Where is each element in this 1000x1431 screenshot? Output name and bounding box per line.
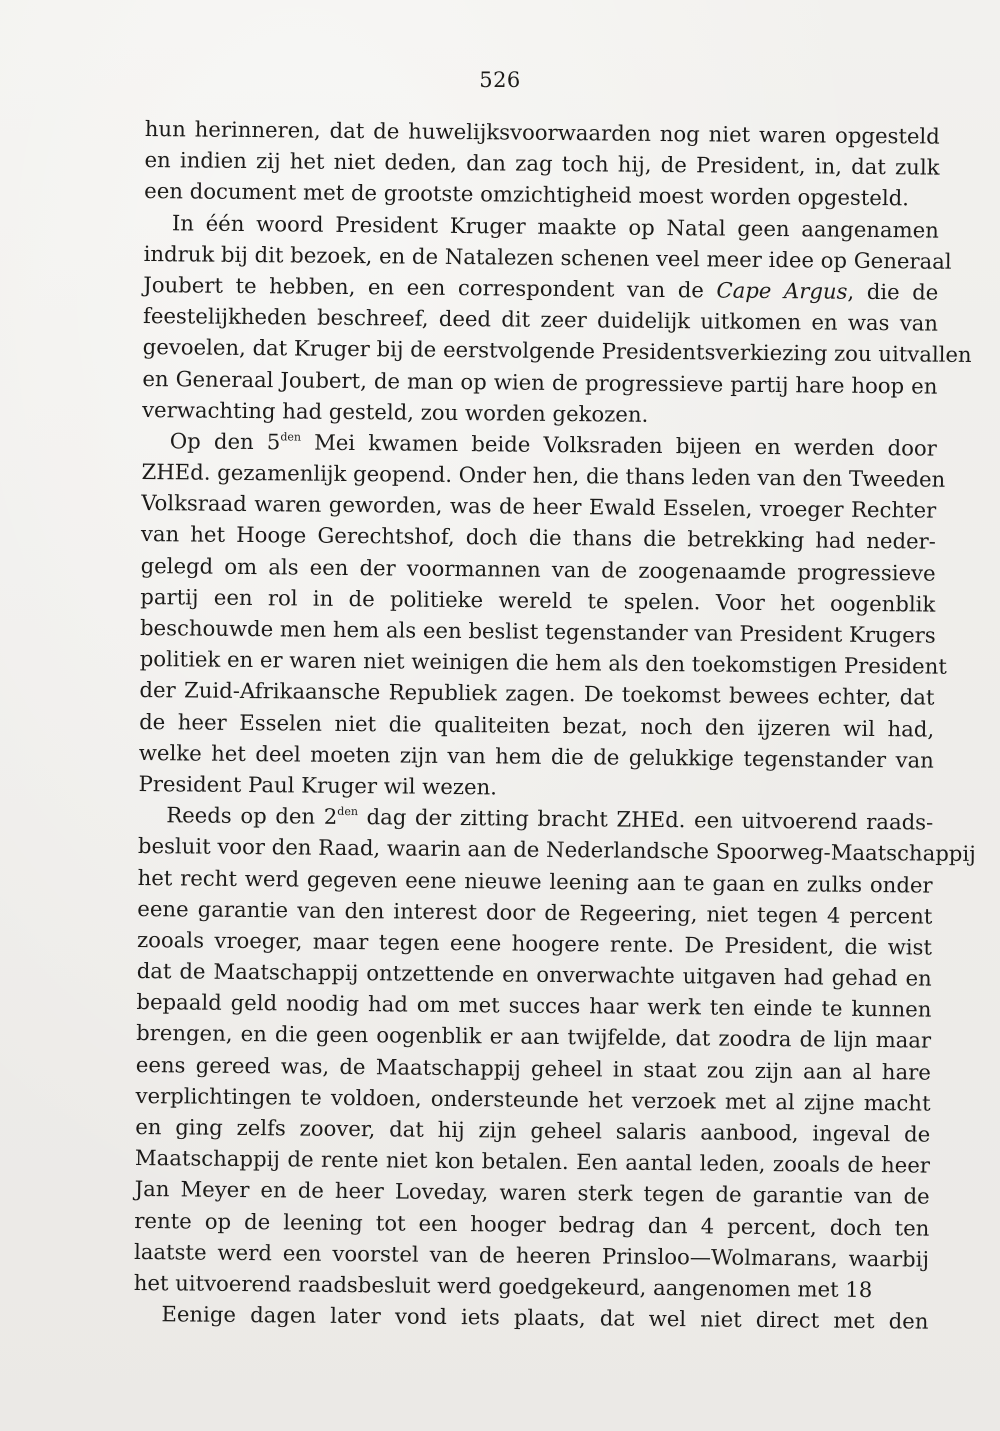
text-line: verplichtingen te voldoen, ondersteunde het verzoek met al zijne macht [135, 1082, 931, 1116]
text-line: ZHEd. gezamenlijk geopend. Onder hen, die thans leden van den Tweeden [141, 459, 946, 492]
page-number: 526 [479, 68, 521, 92]
text-line: een document met de grootste omzichtigheid moest worden opgesteld. [144, 178, 910, 211]
text-line: de heer Esselen niet die qualiteiten bezat, noch den ijzeren wil had, [139, 708, 935, 742]
text-line: en ging zelfs zoover, dat hij zijn geheel salaris aanbood, ingeval de [135, 1113, 931, 1147]
text-line: eene garantie van den interest door de Regeering, niet tegen 4 percent [137, 895, 933, 929]
text-line: indruk bij dit bezoek, en de Natalezen schenen veel meer idee op Generaal [143, 240, 952, 274]
text-fragment: , die de [847, 278, 939, 305]
text-line: besluit voor den Raad, waarin aan de Nederlandsche Spoorweg-Maatschappij [137, 833, 976, 867]
text-line: beschouwde men hem als een beslist tegenstander van President Krugers [139, 614, 936, 648]
text-line: Jan Meyer en de heer Loveday, waren sterk tegen de garantie van de [134, 1176, 930, 1209]
text-line: der Zuid-Afrikaansche Republiek zagen. De toekomst bewees echter, dat [139, 677, 935, 710]
text-line: eens gereed was, de Maatschappij geheel in staat zou zijn aan al hare [135, 1051, 931, 1085]
superscript: den [337, 805, 359, 819]
text-line: laatste werd een voorstel van de heeren Prinsloo—Wolmarans, waarbij [133, 1238, 930, 1272]
text-line: feestelijkheden beschreef, deed dit zeer duidelijk uitkomen en was van [142, 303, 939, 336]
paragraph-3 [138, 425, 947, 807]
text-line: welke het deel moeten zijn van hem die de gelukkige tegenstander van [138, 739, 934, 773]
text-fragment: Mei kwamen beide Volksraden bijeen en werden door [300, 429, 937, 461]
text-line: verwachting had gesteld, zou worden gekozen. [142, 396, 649, 427]
text-line: politiek en er waren niet weinigen die hem als den toekomstigen President [139, 646, 947, 679]
superscript: den [280, 430, 302, 444]
text-line: van het Hooge Gerechtshof, doch die thans die betrekking had neder- [140, 521, 937, 555]
paragraph-1 [144, 113, 940, 214]
text-line: bepaald geld noodig had om met succes haar werk ten einde te kunnen [136, 989, 932, 1022]
paragraph-2 [142, 207, 972, 433]
text-line: zooals vroeger, maar tegen eene hoogere rente. De President, die wist [136, 926, 933, 960]
text-line: Maatschappij de rente niet kon betalen. Een aantal leden, zooals de heer [134, 1145, 931, 1178]
body-text [133, 113, 976, 1337]
text-line: en indien zij het niet deden, dan zag toch hij, de President, in, dat zulk [144, 147, 940, 180]
text-line: In één woord President Kruger maakte op Natal geen aangenamen [171, 209, 940, 243]
text-line: partij een rol in de politieke wereld te spelen. Voor het oogenblik [140, 583, 936, 617]
text-fragment: Joubert te hebben, en een correspondent van de [143, 271, 705, 303]
text-fragment: Reeds op den 2 [166, 802, 338, 830]
text-line: hun herinneren, dat de huwelijksvoorwaarden nog niet waren opgesteld [144, 115, 940, 149]
text-line: en Generaal Joubert, de man op wien de progressieve partij hare hoop en [142, 365, 938, 399]
text-fragment: dag der zitting bracht ZHEd. een uitvoerend raads- [357, 804, 934, 835]
text-line: Eenige dagen later vond iets plaats, dat wel niet direct met den [161, 1301, 929, 1334]
paragraph-5 [133, 1298, 928, 1337]
text-line: gelegd om als een der voormannen van de zoogenaamde progressieve [140, 552, 936, 586]
paragraph-4 [133, 799, 976, 1306]
text-line: dat de Maatschappij ontzettende en onverwachte uitgaven had gehad en [136, 958, 932, 991]
text-line: het recht werd gegeven eene nieuwe leening aan te gaan en zulks onder [137, 864, 933, 898]
text-line: Volksraad waren geworden, was de heer Ewald Esselen, vroeger Rechter [141, 490, 937, 523]
text-line: brengen, en die geen oogenblik er aan twijfelde, dat zoodra de lijn maar [136, 1020, 932, 1054]
italic-title: Cape Argus [716, 277, 848, 304]
text-fragment: Op den 5 [169, 428, 281, 455]
text-line: gevoelen, dat Kruger bij de eerstvolgende Presidentsverkiezing zou uitvallen [142, 334, 972, 368]
text-line: het uitvoerend raadsbesluit werd goedgekeurd, aangenomen met 18 [133, 1269, 873, 1302]
text-line: rente op de leening tot een hooger bedrag dan 4 percent, doch ten [134, 1207, 930, 1241]
text-line: President Paul Kruger wil wezen. [138, 770, 498, 800]
